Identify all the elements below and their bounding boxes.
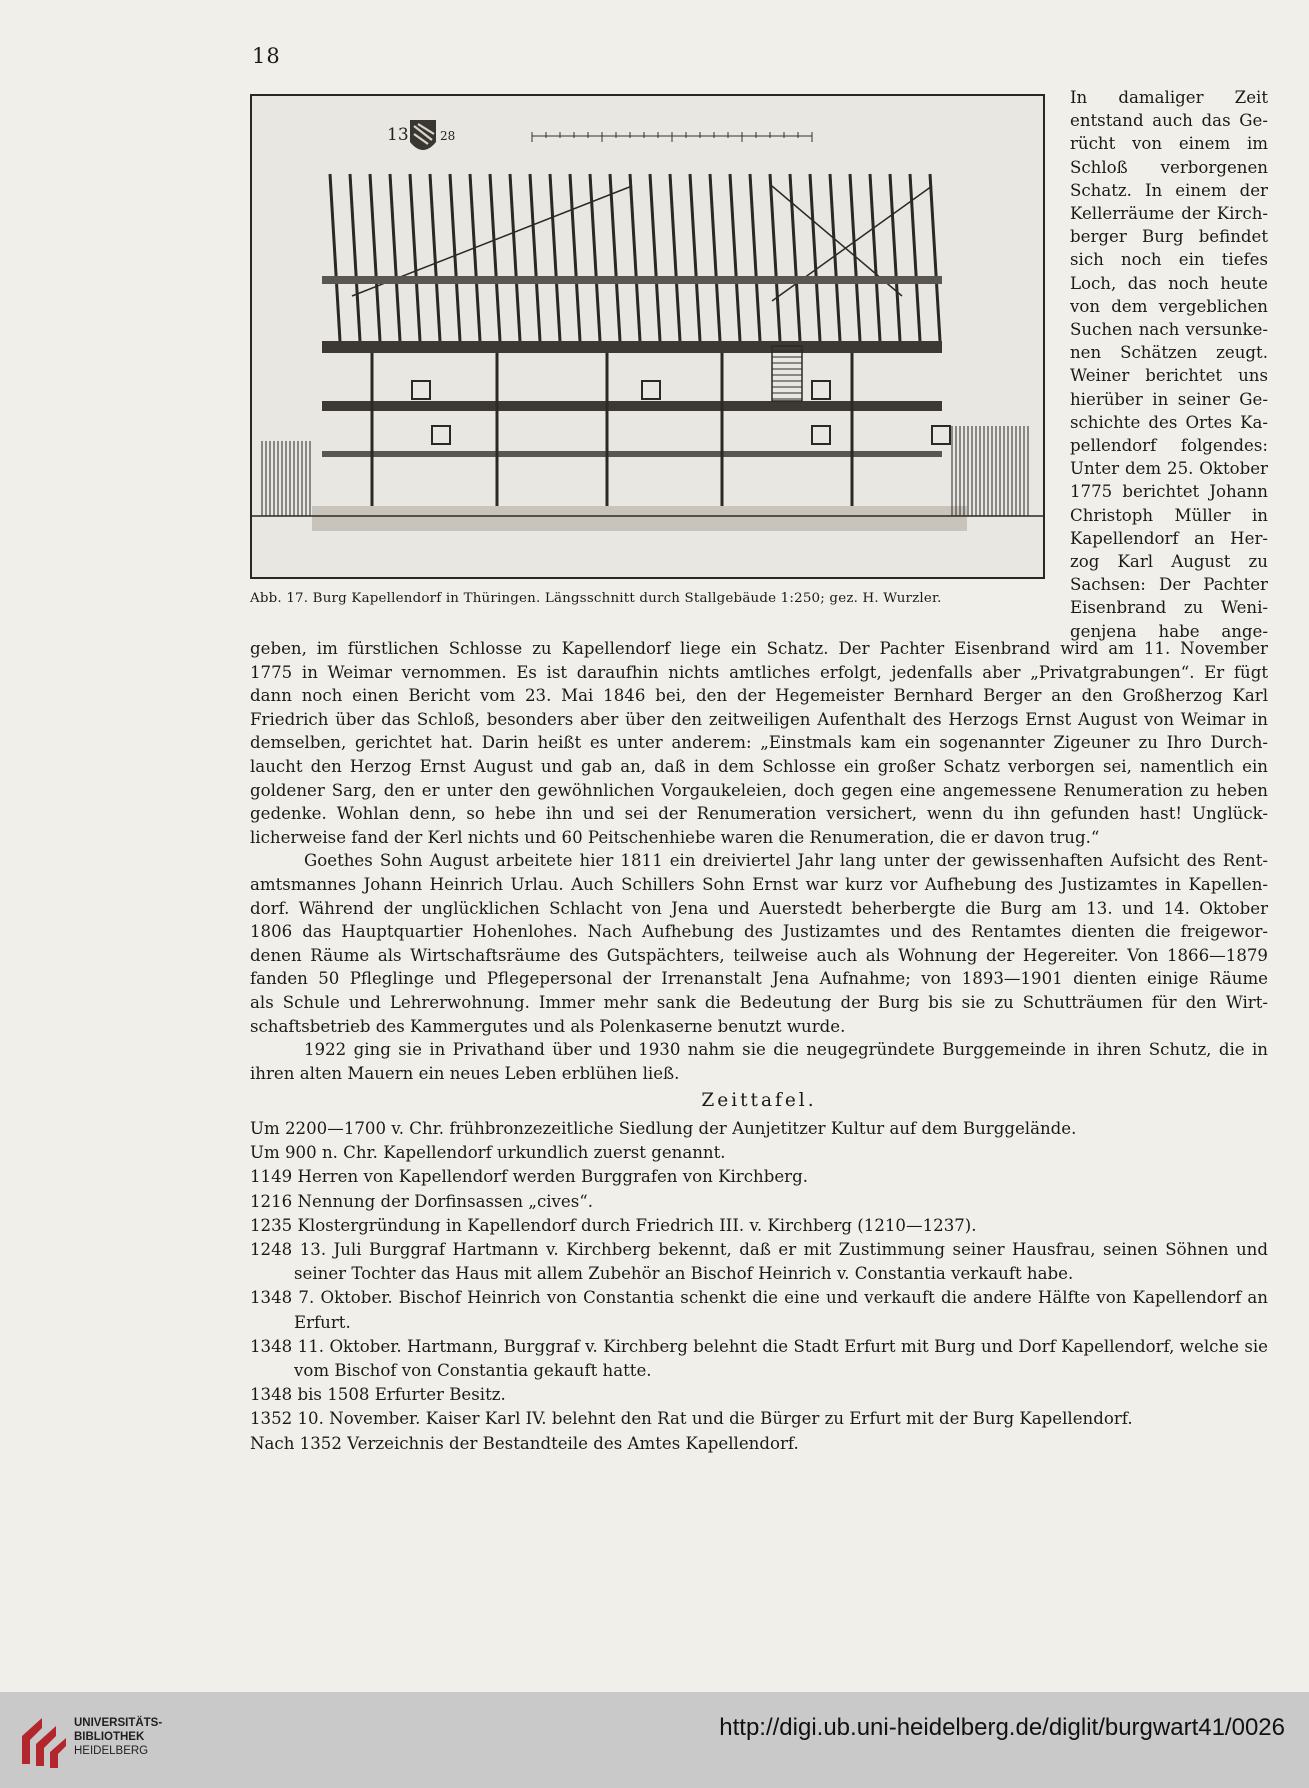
body-text-line: schaftsbetrieb des Kammergutes und als Polenkaserne benutzt wurde. — [250, 1016, 846, 1036]
body-text-line: 1806 das Hauptquartier Hohenlohes. Nach Aufhebung des Justizamtes und des Rentamtes dienten die freigewor- — [250, 922, 1268, 942]
side-text-line: Loch, das noch heute — [1070, 273, 1268, 293]
timeline-heading: Zeittafel. — [701, 1090, 817, 1111]
side-text-line: sich noch ein tiefes — [1070, 250, 1268, 270]
source-url-link[interactable]: http://digi.ub.uni-heidelberg.de/diglit/burgwart41/0026 — [719, 1714, 1285, 1741]
scale-bar — [532, 132, 812, 142]
timeline-entry: 1348 11. Oktober. Hartmann, Burggraf v. Kirchberg belehnt die Stadt Erfurt mit Burg und Dorf Kapellendorf, welche sie vom Bischof von Constantia gekauft hatte. — [250, 1336, 1268, 1381]
body-text-line: dann noch einen Bericht vom 23. Mai 1846 bei, den der Hegemeister Bernhard Berger an den Großherzog Karl — [250, 686, 1268, 706]
side-text-line: zog Karl August zu — [1070, 552, 1268, 572]
year-left: 13 — [387, 125, 409, 145]
body-text-line: als Schule und Lehrerwohnung. Immer mehr sank die Bedeutung der Burg bis sie zu Schutträumen für den Wirt- — [250, 992, 1268, 1012]
figure-longitudinal-section — [250, 94, 1045, 579]
side-text-line: Christoph Müller in — [1070, 505, 1268, 525]
side-text-line: entstand auch das Ge- — [1070, 111, 1268, 131]
side-text-line: pellendorf folgendes: — [1070, 436, 1268, 456]
library-name-line-3: HEIDELBERG — [74, 1745, 149, 1757]
side-text-line: Kellerräume der Kirch- — [1070, 204, 1268, 224]
body-text-line: licherweise fand der Kerl nichts und 60 Peitschenhiebe waren die Renumeration, die er davon trug.“ — [250, 827, 1100, 847]
timeline-entry: Um 2200—1700 v. Chr. frühbronzezeitliche Siedlung der Aunjetitzer Kultur auf dem Burggelände. — [250, 1119, 1077, 1138]
timeline-entry: 1352 10. November. Kaiser Karl IV. belehnt den Rat und die Bürger zu Erfurt mit der Burg Kapellendorf. — [250, 1409, 1133, 1429]
body-text-line: laucht den Herzog Ernst August und gab an, daß in dem Schlosse ein großer Schatz verborgen sei, namentlich ein — [250, 756, 1268, 776]
body-text-line: denen Räume als Wirtschaftsräume des Gutspächters, teilweise auch als Wohnung der Hegereiter. Von 1866—1879 — [250, 945, 1268, 965]
side-text-line: berger Burg befindet — [1070, 227, 1268, 247]
page-number: 18 — [252, 44, 281, 68]
side-text-line: genjena habe ange- — [1070, 621, 1268, 641]
year-right: 28 — [440, 129, 456, 143]
body-text-line: amtsmannes Johann Heinrich Urlau. Auch Schillers Sohn Ernst war kurz vor Aufhebung des Justizamtes in Kapellen- — [250, 874, 1268, 894]
side-text-line: rücht von einem im — [1070, 134, 1268, 154]
side-text-line: Suchen nach versunke- — [1070, 320, 1268, 340]
body-text-line: fanden 50 Pfleglinge und Pflegepersonal der Irrenanstalt Jena Aufnahme; von 1893—1901 dienten einige Räume — [250, 969, 1268, 989]
timeline-entry: 1248 13. Juli Burggraf Hartmann v. Kirchberg bekennt, daß er mit Zustimmung seiner Hausfrau, seinen Söhnen und seiner Tochter das Haus mit allem Zubehör an Bischof Heinrich v. Constantia verkauft habe. — [250, 1240, 1268, 1284]
timeline-entry: 1235 Klostergründung in Kapellendorf durch Friedrich III. v. Kirchberg (1210—1237). — [250, 1215, 977, 1235]
side-text-line: hierüber in seiner Ge- — [1070, 389, 1268, 409]
side-text-line: nen Schätzen zeugt. — [1070, 343, 1268, 363]
body-text-line: dorf. Während der unglücklichen Schlacht von Jena und Auerstedt beherbergte die Burg am 13. und 14. Oktober — [250, 898, 1268, 918]
body-text-line: demselben, gerichtet hat. Darin heißt es unter anderem: „Einstmals kam ein sogenannter Zigeuner zu Ihro Durch- — [250, 733, 1268, 753]
side-text-line: Schloß verborgenen — [1070, 157, 1268, 177]
side-text-line: Sachsen: Der Pachter — [1070, 575, 1268, 595]
library-name-line-2: BIBLIOTHEK — [74, 1731, 145, 1743]
body-text-line: 1922 ging sie in Privathand über und 1930 nahm sie die neugegründete Burggemeinde in ihren Schutz, die in — [304, 1040, 1268, 1060]
coat-of-arms-icon — [410, 120, 436, 150]
side-text-line: Unter dem 25. Oktober — [1070, 459, 1268, 479]
body-text-line: goldener Sarg, den er unter den gewöhnlichen Vorgaukeleien, doch gegen eine angemessene Renumeration zu heben — [250, 780, 1268, 800]
side-text-line: 1775 berichtet Johann — [1070, 482, 1268, 502]
body-text — [250, 637, 1268, 1085]
side-text-line: Eisenbrand zu Weni- — [1070, 598, 1268, 618]
side-text-line: In damaliger Zeit — [1070, 88, 1268, 107]
stable-section-drawing — [252, 96, 1043, 577]
timeline-entry: 1348 7. Oktober. Bischof Heinrich von Constantia schenkt die eine und verkauft die andere Hälfte von Kapellendorf an Erfurt. — [250, 1288, 1268, 1332]
body-text-line: Friedrich über das Schloß, besonders aber über den zeitweiligen Aufenthalt des Herzogs Ernst August von Weimar in — [250, 709, 1268, 729]
side-text-line: von dem vergeblichen — [1070, 296, 1268, 316]
figure-caption: Abb. 17. Burg Kapellendorf in Thüringen. Längsschnitt durch Stallgebäude 1:250; gez. H. Wurzler. — [250, 591, 942, 606]
side-text-column — [1070, 86, 1268, 643]
body-text-line: geben, im fürstlichen Schlosse zu Kapellendorf liege ein Schatz. Der Pachter Eisenbrand wird am 11. November — [250, 639, 1268, 658]
library-logo-icon — [18, 1714, 70, 1770]
side-text-line: Weiner berichtet uns — [1070, 366, 1268, 386]
body-text-line: Goethes Sohn August arbeitete hier 1811 ein dreiviertel Jahr lang unter der gewissenhaften Aufsicht des Rent- — [304, 851, 1268, 871]
body-text-line: gedenke. Wohlan denn, so hebe ihn und sei der Renumeration versichert, wenn du ihn gefunden hast! Unglück- — [250, 804, 1268, 824]
timeline-entry: Nach 1352 Verzeichnis der Bestandteile des Amtes Kapellendorf. — [250, 1433, 799, 1453]
timeline-entry: 1216 Nennung der Dorfinsassen „cives“. — [250, 1191, 594, 1211]
side-text-line: Kapellendorf an Her- — [1070, 528, 1268, 548]
library-name — [74, 1716, 162, 1758]
side-text-line: schichte des Ortes Ka- — [1070, 412, 1268, 432]
body-text-line: ihren alten Mauern ein neues Leben erblühen ließ. — [250, 1063, 680, 1083]
body-text-line: 1775 in Weimar vernommen. Es ist daraufhin nichts amtliches erfolgt, jedenfalls aber „Privatgrabungen“. Er fügt — [250, 662, 1268, 682]
footer-bar — [0, 1692, 1309, 1788]
timeline-list — [250, 1117, 1268, 1456]
timeline-entry: Um 900 n. Chr. Kapellendorf urkundlich zuerst genannt. — [250, 1143, 726, 1163]
side-text-line: Schatz. In einem der — [1070, 180, 1268, 200]
timeline-entry: 1149 Herren von Kapellendorf werden Burggrafen von Kirchberg. — [250, 1167, 808, 1187]
library-name-line-1: UNIVERSITÄTS- — [74, 1717, 163, 1729]
timeline-entry: 1348 bis 1508 Erfurter Besitz. — [250, 1385, 506, 1405]
